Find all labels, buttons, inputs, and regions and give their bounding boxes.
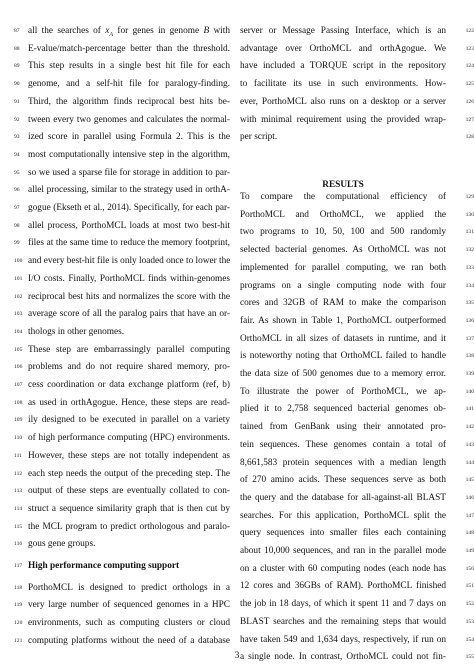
text-line [240, 259, 474, 277]
text-line [14, 614, 232, 632]
text-line [14, 429, 232, 447]
line-text: to facilitate its use in such environments. How- [240, 79, 446, 90]
line-number: 89 [14, 63, 20, 70]
text-line [14, 596, 232, 614]
line-text: average score of all the paralog pairs that have an or- [28, 309, 230, 320]
line-number: 115 [14, 523, 23, 530]
text-line [240, 22, 474, 40]
line-text: searches. For this application, PorthoMCL split the [240, 510, 446, 521]
line-number: 150 [465, 565, 474, 572]
text-line [14, 465, 232, 483]
line-text: To illustrate the power of PorthoMCL, we ap- [240, 386, 446, 397]
line-number: 151 [465, 583, 474, 590]
text-line [240, 631, 474, 649]
text-line [240, 241, 474, 259]
text-line [240, 471, 474, 489]
line-text: To compare the computational efficiency of [240, 192, 446, 202]
text-line [240, 347, 474, 365]
text-line [14, 482, 232, 500]
text-line [14, 376, 232, 394]
text-line [14, 288, 232, 306]
line-number: 137 [465, 335, 474, 342]
line-number: 107 [14, 382, 23, 388]
text-line [14, 411, 232, 429]
line-text: the query and the database for all-against-all BLAST [240, 492, 446, 503]
line-number: 155 [465, 654, 474, 661]
line-text: very large number of sequenced genomes in a HPC [28, 600, 230, 611]
text-line [14, 93, 232, 111]
line-number: 111 [14, 452, 22, 459]
text-line [14, 22, 232, 40]
text-line [240, 312, 474, 330]
line-text: OrthoMCL in all sizes of datasets in runtime, and it [240, 333, 446, 344]
line-number: 91 [14, 98, 20, 105]
line-number: 126 [465, 98, 474, 105]
line-text: High performance computing support [28, 561, 180, 571]
line-number: 132 [465, 247, 474, 254]
line-number: 100 [14, 258, 23, 265]
line-text: PorthoMCL is designed to predict orthologs in a [28, 582, 230, 593]
text-line [240, 128, 474, 146]
line-text: ily designed to be executed in parallel on a variety [28, 415, 230, 426]
text-line [240, 111, 474, 129]
line-text: on a cluster with 60 computing nodes (each node has [240, 563, 446, 574]
line-number: 120 [14, 620, 23, 627]
line-number: 140 [465, 388, 474, 395]
line-number: 112 [14, 470, 23, 477]
line-text: each step needs the output of the preceding step. The [28, 468, 230, 479]
line-text: files at the same time to reduce the memory footprint, [28, 238, 230, 249]
line-text: E-value/match-percentage better than the threshold. [28, 43, 230, 54]
line-text: BLAST searches and the remaining steps that would [240, 616, 446, 627]
line-number: 88 [14, 45, 20, 52]
line-number: 97 [14, 205, 20, 211]
line-text: about 10,000 sequences, and ran in the parallel mode [240, 546, 446, 556]
line-text: These step are embarrassingly parallel computing [28, 344, 230, 355]
text-line [14, 341, 232, 359]
line-text: plied it to 2,758 sequenced bacterial genomes ob- [240, 404, 446, 415]
line-text: output of these steps are eventually collated to con- [28, 486, 230, 497]
text-line [240, 613, 474, 631]
line-text: RESULTS [322, 180, 364, 190]
line-number: 135 [465, 300, 474, 307]
text-line [14, 128, 232, 146]
line-number: 92 [14, 116, 20, 123]
line-number: 124 [465, 63, 474, 70]
line-text: thologs in other genomes. [28, 326, 125, 337]
text-line [14, 40, 232, 58]
line-text: gogue (Ekseth et al., 2014). Specifically, for each par- [28, 203, 230, 213]
line-number: 141 [465, 406, 474, 413]
text-line [14, 500, 232, 518]
text-line [240, 436, 474, 454]
page-number: 3 [234, 651, 240, 661]
text-line [240, 383, 474, 401]
line-number: 96 [14, 187, 20, 194]
line-text: ever, PorthoMCL also runs on a desktop or a server [240, 96, 446, 107]
line-text: ized score in parallel using Formula 2. This is the [28, 132, 230, 143]
text-line [240, 577, 474, 595]
line-number: 121 [14, 637, 23, 644]
line-text: problems and do not require shared memory, pro- [28, 362, 230, 373]
line-text: tween every two genomes and calculates the normal- [28, 114, 230, 125]
line-text: gous gene groups. [28, 539, 96, 550]
line-text: a single node. In contrast, OrthoMCL could not fin- [240, 652, 446, 663]
line-number: 127 [465, 116, 474, 123]
text-line [240, 40, 474, 58]
line-text: implemented for parallel computing, we ran both [240, 262, 446, 273]
text-line [240, 489, 474, 507]
text-line [240, 365, 474, 383]
line-text: 12 cores and 36GBs of RAM). PorthoMCL finished [240, 581, 446, 592]
text-line [240, 595, 474, 613]
text-line [240, 418, 474, 436]
line-number: 108 [14, 399, 23, 406]
line-text: the job in 18 days, of which it spent 11 and 7 days on [240, 599, 446, 610]
line-text: environments, such as computing clusters or cloud [28, 618, 230, 629]
line-text: most computationally intensive step in the algorithm, [28, 149, 230, 160]
line-number: 136 [465, 317, 474, 324]
line-number: 119 [14, 602, 23, 609]
line-text: have taken 549 and 1,634 days, respectively, if run on [240, 634, 446, 645]
line-text: and every best-hit file is only loaded once to lower the [28, 256, 231, 267]
line-number: 114 [14, 505, 23, 512]
text-line [240, 294, 474, 312]
line-text: as used in orthAgogue. Hence, these steps are read- [28, 397, 230, 408]
line-text: I/O costs. Finally, PorthoMCL finds within-genomes [28, 273, 230, 284]
line-text: tein sequences. These genomes contain a total of [240, 439, 446, 450]
text-line [240, 188, 474, 206]
line-text: is noteworthy noting that OrthoMCL failed to handle [240, 351, 446, 362]
line-text: fair. As shown in Table 1, PorthoMCL outperformed [240, 315, 446, 326]
line-number: 106 [14, 364, 23, 371]
line-text: two programs to 10, 50, 100 and 500 randomly [240, 227, 446, 238]
line-text: cores and 32GB of RAM to make the comparison [240, 298, 446, 309]
text-line [240, 277, 474, 295]
line-number: 134 [465, 282, 474, 289]
line-text: selected bacterial genomes. As OrthoMCL was not [240, 245, 446, 256]
line-number: 133 [465, 264, 474, 271]
line-number: 95 [14, 169, 20, 176]
line-number: 109 [14, 417, 23, 424]
line-number: 138 [465, 353, 474, 360]
text-line [14, 518, 232, 536]
line-text: cess coordination or data exchange platform (ref, b) [28, 380, 230, 390]
text-line [14, 57, 232, 75]
line-number: 154 [465, 636, 474, 643]
text-line [14, 447, 232, 465]
line-number: 117 [14, 563, 23, 569]
line-number: 131 [465, 229, 474, 236]
line-number: 129 [465, 194, 474, 200]
line-text: of 270 amino acids. These sequences serve as both [240, 475, 446, 486]
text-line [14, 270, 232, 288]
line-number: 149 [465, 548, 474, 554]
line-text: However, these steps are not totally independent as [28, 450, 230, 461]
line-number: 104 [14, 328, 23, 335]
line-text: query sequences into smaller files each containing [240, 528, 446, 539]
line-number: 152 [465, 601, 474, 608]
text-line [240, 524, 474, 542]
text-line [14, 146, 232, 164]
text-line [14, 164, 232, 182]
line-number: 94 [14, 151, 20, 158]
line-text: all the searches of $x_A$ for genes in genome B with [28, 26, 230, 38]
text-line [240, 75, 474, 93]
line-text: PorthoMCL and OrthoMCL, we applied the [240, 209, 446, 220]
line-number: 144 [465, 459, 474, 466]
text-line [14, 323, 232, 341]
line-number: 128 [465, 134, 474, 141]
line-number: 99 [14, 240, 20, 247]
line-number: 103 [14, 311, 23, 318]
text-line [240, 330, 474, 348]
text-line [240, 206, 474, 224]
line-text: the MCL program to predict orthologous and paralo- [28, 521, 230, 532]
text-line [14, 394, 232, 412]
line-number: 143 [465, 441, 474, 448]
text-line [14, 181, 232, 199]
line-number: 122 [465, 28, 474, 34]
line-text: of high performance computing (HPC) environments. [28, 433, 230, 444]
section-heading [14, 557, 232, 575]
line-text: server or Message Passing Interface, which is an [240, 26, 446, 36]
text-line [240, 560, 474, 578]
text-line [14, 75, 232, 93]
line-number: 139 [465, 371, 474, 377]
line-text: allel process, PorthoMCL loads at most two best-hit [28, 220, 230, 231]
line-text: with minimal requirement using the provided wrap- [240, 114, 446, 125]
line-number: 93 [14, 134, 20, 141]
line-text: struct a sequence similarity graph that is then cut by [28, 503, 230, 514]
line-number: 123 [465, 45, 474, 52]
text-line [14, 111, 232, 129]
line-number: 153 [465, 618, 474, 625]
text-line [240, 542, 474, 560]
line-number: 101 [14, 275, 23, 282]
text-line [14, 252, 232, 270]
line-number: 110 [14, 435, 23, 442]
line-number: 148 [465, 530, 474, 537]
line-number: 118 [14, 584, 23, 591]
line-text: programs on a single computing node with four [240, 280, 446, 291]
line-number: 142 [465, 424, 474, 431]
text-line [14, 579, 232, 597]
line-number: 90 [14, 81, 20, 88]
text-line [240, 400, 474, 418]
line-text: have included a TORQUE script in the repository [240, 61, 446, 72]
line-number: 147 [465, 512, 474, 519]
line-text: Third, the algorithm finds reciprocal best hits be- [28, 96, 230, 107]
line-text: computing platforms without the need of a database [28, 635, 230, 646]
text-line [14, 199, 232, 217]
line-number: 105 [14, 346, 23, 353]
line-text: This step results in a single best hit file for each [28, 61, 230, 72]
line-number: 146 [465, 494, 474, 501]
text-line [240, 57, 474, 75]
line-number: 87 [14, 28, 20, 34]
line-number: 116 [14, 541, 23, 548]
text-line [240, 223, 474, 241]
text-line [14, 217, 232, 235]
text-line [14, 234, 232, 252]
line-text: the data size of 500 genomes due to a memory error. [240, 369, 446, 379]
line-number: 145 [465, 477, 474, 484]
text-line [14, 358, 232, 376]
line-text: 8,661,583 protein sequences with a median length [240, 457, 446, 468]
line-text: per script. [240, 132, 278, 143]
line-number: 98 [14, 222, 20, 229]
text-line [240, 454, 474, 472]
line-number: 113 [14, 488, 23, 495]
line-text: so we used a sparse file for storage in addition to par- [28, 167, 230, 178]
line-number: 102 [14, 293, 23, 300]
line-number: 130 [465, 211, 474, 218]
line-text: allel processing, similar to the strategy used in orthA- [28, 185, 230, 196]
line-number: 125 [465, 81, 474, 88]
line-text: tained from GenBank using their annotated pro- [240, 422, 446, 433]
line-text: reciprocal best hits and normalizes the score with the [28, 291, 230, 302]
text-line [14, 535, 232, 553]
text-line [14, 632, 232, 650]
line-text: genome, and a self-hit file for paralogy-finding. [28, 79, 230, 90]
text-line [240, 93, 474, 111]
line-text: advantage over OrthoMCL and orthAgogue. We [240, 43, 446, 54]
text-line [240, 507, 474, 525]
text-line [14, 305, 232, 323]
